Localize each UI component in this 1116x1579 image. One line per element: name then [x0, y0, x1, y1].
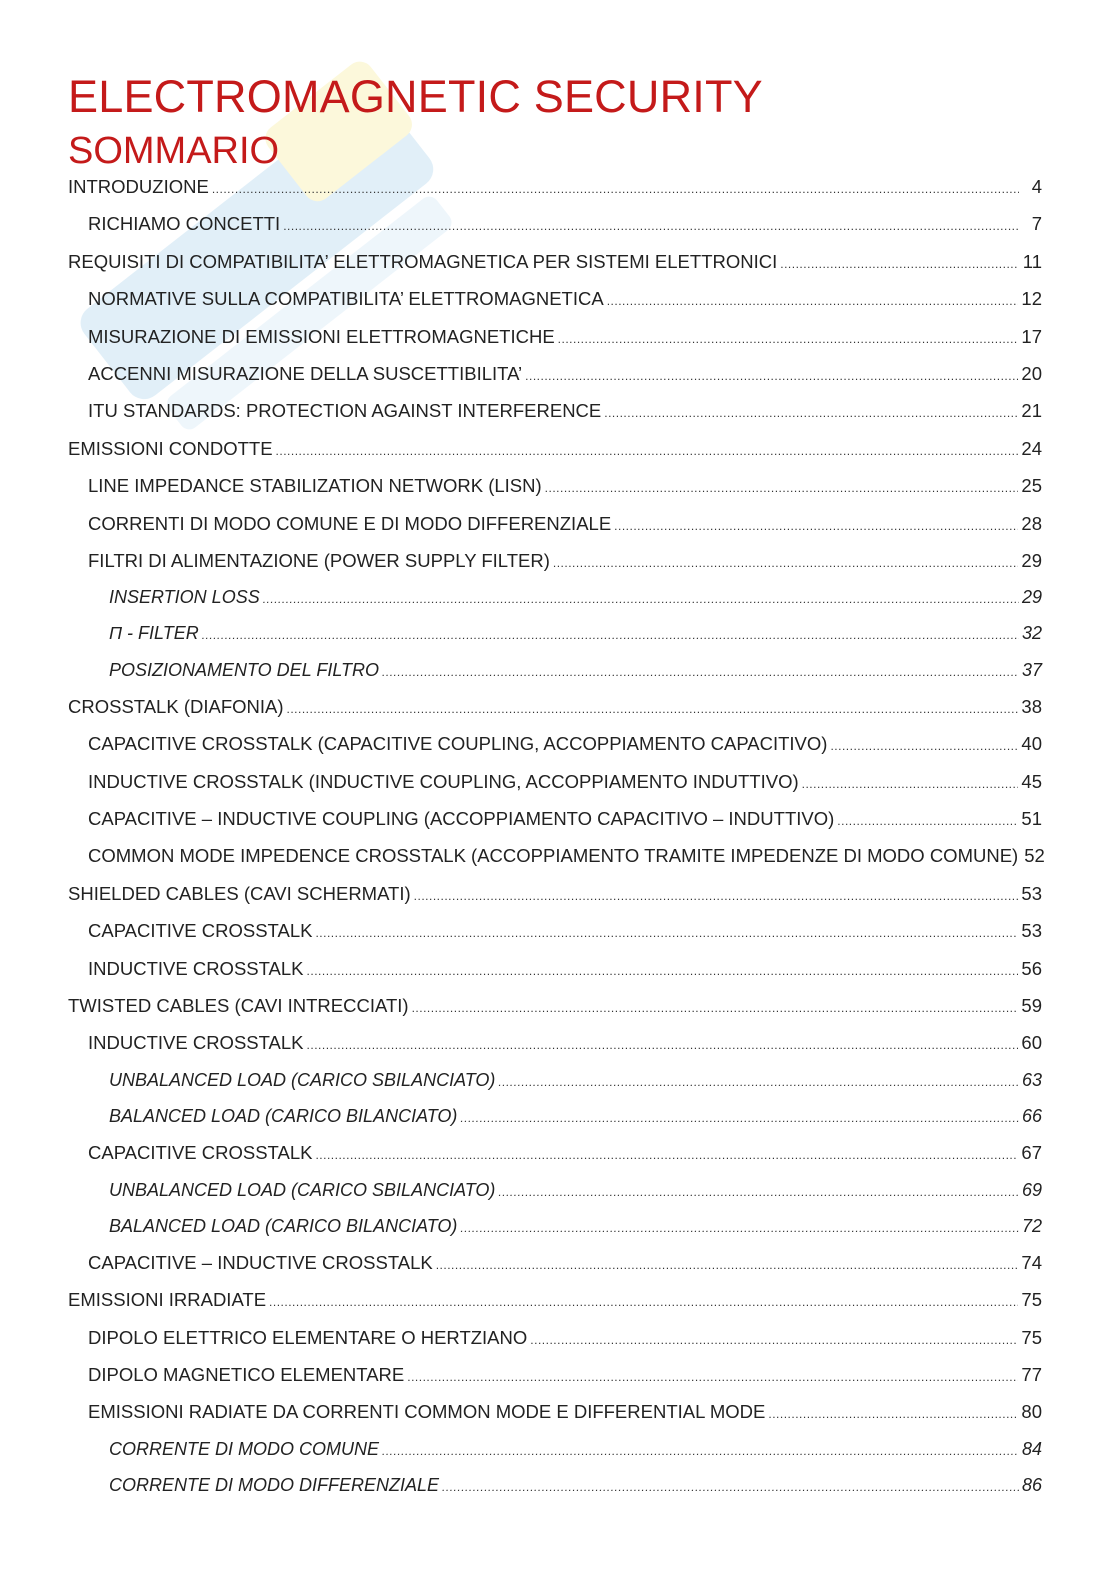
toc-leader-dots	[382, 1444, 1019, 1458]
toc-entry-label: EMISSIONI RADIATE DA CORRENTI COMMON MODE E DIFFERENTIAL MODE	[88, 1401, 766, 1423]
toc-entry[interactable]	[68, 1252, 1042, 1289]
toc-entry-label: CAPACITIVE CROSSTALK	[88, 1142, 313, 1164]
toc-leader-dots	[553, 556, 1019, 570]
toc-leader-dots	[307, 964, 1019, 978]
toc-entry[interactable]	[68, 995, 1042, 1032]
toc-entry-page: 24	[1021, 437, 1042, 459]
toc-entry-label: COMMON MODE IMPEDENCE CROSSTALK (ACCOPPIAMENTO TRAMITE IMPEDENZE DI MODO COMUNE)	[88, 845, 1019, 867]
toc-entry[interactable]	[68, 475, 1042, 512]
toc-entry[interactable]	[68, 1106, 1042, 1142]
toc-entry-page: 84	[1021, 1438, 1042, 1459]
toc-entry-label: INSERTION LOSS	[109, 587, 260, 608]
table-of-contents	[68, 176, 1045, 1511]
toc-leader-dots	[607, 294, 1019, 308]
toc-entry-page: 60	[1021, 1032, 1042, 1054]
toc-leader-dots	[830, 739, 1018, 753]
toc-entry-label: CROSSTALK (DIAFONIA)	[68, 695, 284, 717]
toc-leader-dots	[307, 1038, 1019, 1052]
toc-entry[interactable]	[68, 400, 1042, 437]
toc-entry-label: UNBALANCED LOAD (CARICO SBILANCIATO)	[109, 1069, 496, 1090]
toc-entry[interactable]	[68, 251, 1042, 288]
toc-leader-dots	[525, 369, 1018, 383]
toc-leader-dots	[283, 219, 1019, 233]
toc-entry-label: ITU STANDARDS: PROTECTION AGAINST INTERFERENCE	[88, 400, 602, 422]
toc-entry-page: 56	[1021, 957, 1042, 979]
toc-entry-label: SHIELDED CABLES (CAVI SCHERMATI)	[68, 882, 411, 904]
toc-entry[interactable]	[68, 1401, 1042, 1438]
toc-entry-page: 11	[1022, 250, 1042, 272]
toc-leader-dots	[412, 1001, 1019, 1015]
toc-entry[interactable]	[68, 1475, 1042, 1511]
toc-entry-page: 80	[1021, 1401, 1042, 1423]
document-title: ELECTROMAGNETIC SECURITY	[68, 71, 763, 122]
toc-entry-page: 20	[1021, 362, 1042, 384]
toc-entry[interactable]	[68, 1439, 1042, 1475]
toc-entry-page: 38	[1021, 695, 1042, 717]
toc-entry-label: ACCENNI MISURAZIONE DELLA SUSCETTIBILITA’	[88, 362, 523, 384]
toc-entry-label: NORMATIVE SULLA COMPATIBILITA’ ELETTROMAGNETICA	[88, 288, 604, 310]
toc-leader-dots	[780, 257, 1019, 271]
toc-leader-dots	[604, 406, 1018, 420]
toc-leader-dots	[460, 1221, 1019, 1235]
toc-entry-page: 40	[1021, 733, 1042, 755]
toc-entry[interactable]	[68, 808, 1042, 845]
toc-entry-page: 72	[1021, 1215, 1042, 1236]
toc-entry-page: 21	[1021, 400, 1042, 422]
toc-entry-label: EMISSIONI CONDOTTE	[68, 437, 273, 459]
toc-entry-label: CAPACITIVE – INDUCTIVE CROSSTALK	[88, 1251, 433, 1273]
toc-entry[interactable]	[68, 1032, 1042, 1069]
toc-entry-page: 12	[1021, 288, 1042, 310]
toc-leader-dots	[414, 889, 1019, 903]
toc-leader-dots	[276, 444, 1019, 458]
toc-entry-page: 77	[1021, 1364, 1042, 1386]
toc-entry[interactable]	[68, 1142, 1042, 1179]
toc-leader-dots	[837, 814, 1018, 828]
toc-entry-page: 4	[1031, 176, 1042, 197]
toc-entry[interactable]	[68, 1216, 1042, 1252]
toc-entry[interactable]	[68, 845, 1045, 882]
toc-leader-dots	[315, 1148, 1018, 1162]
toc-entry-page: 7	[1031, 213, 1042, 235]
toc-entry-label: CORRENTE DI MODO COMUNE	[109, 1438, 379, 1459]
toc-leader-dots	[269, 1295, 1018, 1309]
toc-leader-dots	[263, 592, 1019, 606]
toc-entry[interactable]	[68, 363, 1042, 400]
toc-entry[interactable]	[68, 1180, 1042, 1216]
toc-entry-label: POSIZIONAMENTO DEL FILTRO	[109, 659, 380, 680]
toc-entry-page: 66	[1021, 1105, 1042, 1126]
toc-entry-label: INDUCTIVE CROSSTALK	[88, 957, 304, 979]
toc-entry-label: LINE IMPEDANCE STABILIZATION NETWORK (LISN)	[88, 475, 542, 497]
toc-entry[interactable]	[68, 1327, 1042, 1364]
toc-entry[interactable]	[68, 771, 1042, 808]
toc-entry[interactable]	[68, 438, 1042, 475]
toc-entry[interactable]	[68, 176, 1042, 213]
toc-leader-dots	[382, 665, 1019, 679]
toc-entry[interactable]	[68, 883, 1042, 920]
toc-entry-label: Π - FILTER	[109, 623, 199, 644]
toc-leader-dots	[614, 519, 1018, 533]
toc-entry[interactable]	[68, 696, 1042, 733]
toc-leader-dots	[802, 777, 1019, 791]
toc-entry-label: DIPOLO ELETTRICO ELEMENTARE O HERTZIANO	[88, 1326, 528, 1348]
toc-entry-page: 29	[1021, 587, 1042, 608]
toc-entry-page: 53	[1021, 920, 1042, 942]
toc-entry-label: MISURAZIONE DI EMISSIONI ELETTROMAGNETICHE	[88, 325, 555, 347]
toc-entry-label: RICHIAMO CONCETTI	[88, 213, 281, 235]
document-page	[68, 70, 1045, 1511]
toc-entry-label: FILTRI DI ALIMENTAZIONE (POWER SUPPLY FILTER)	[88, 549, 550, 571]
toc-entry-label: INDUCTIVE CROSSTALK	[88, 1032, 304, 1054]
toc-leader-dots	[498, 1185, 1019, 1199]
toc-entry-label: DIPOLO MAGNETICO ELEMENTARE	[88, 1364, 405, 1386]
toc-entry-page: 29	[1021, 549, 1042, 571]
toc-entry[interactable]	[68, 326, 1042, 363]
toc-entry[interactable]	[68, 623, 1042, 659]
toc-entry[interactable]	[68, 1364, 1042, 1401]
toc-entry-label: INTRODUZIONE	[68, 176, 209, 197]
toc-entry-page: 74	[1021, 1251, 1042, 1273]
toc-leader-dots	[558, 332, 1019, 346]
toc-entry-page: 69	[1021, 1179, 1042, 1200]
toc-leader-dots	[315, 926, 1018, 940]
toc-leader-dots	[287, 702, 1019, 716]
toc-entry-page: 53	[1021, 882, 1042, 904]
toc-entry-label: TWISTED CABLES (CAVI INTRECCIATI)	[68, 994, 409, 1016]
toc-entry-page: 51	[1021, 808, 1042, 830]
toc-entry-label: EMISSIONI IRRADIATE	[68, 1289, 267, 1311]
toc-entry-page: 63	[1021, 1069, 1042, 1090]
toc-heading: SOMMARIO	[68, 130, 280, 172]
toc-entry-label: INDUCTIVE CROSSTALK (INDUCTIVE COUPLING, ACCOPPIAMENTO INDUTTIVO)	[88, 770, 799, 792]
toc-entry-page: 75	[1021, 1326, 1042, 1348]
toc-entry-label: CAPACITIVE – INDUCTIVE COUPLING (ACCOPPIAMENTO CAPACITIVO – INDUTTIVO)	[88, 808, 835, 830]
toc-entry[interactable]	[68, 587, 1042, 623]
toc-entry-page: 59	[1021, 994, 1042, 1016]
toc-entry-page: 75	[1021, 1289, 1042, 1311]
toc-leader-dots	[545, 481, 1019, 495]
toc-entry-label: REQUISITI DI COMPATIBILITA’ ELETTROMAGNETICA PER SISTEMI ELETTRONICI	[68, 250, 778, 272]
toc-entry-label: UNBALANCED LOAD (CARICO SBILANCIATO)	[109, 1179, 496, 1200]
toc-entry[interactable]	[68, 920, 1042, 957]
toc-entry-page: 45	[1021, 770, 1042, 792]
toc-entry-page: 17	[1021, 325, 1042, 347]
toc-entry-label: CORRENTI DI MODO COMUNE E DI MODO DIFFERENZIALE	[88, 512, 612, 534]
toc-leader-dots	[202, 628, 1019, 642]
toc-entry[interactable]	[68, 733, 1042, 770]
toc-entry[interactable]	[68, 1289, 1042, 1326]
toc-leader-dots	[407, 1370, 1018, 1384]
toc-leader-dots	[460, 1111, 1019, 1125]
toc-leader-dots	[442, 1480, 1019, 1494]
toc-entry[interactable]	[68, 958, 1042, 995]
toc-entry[interactable]	[68, 660, 1042, 696]
toc-entry[interactable]	[68, 1070, 1042, 1106]
toc-leader-dots	[436, 1258, 1019, 1272]
toc-entry[interactable]	[68, 513, 1042, 550]
toc-leader-dots	[768, 1407, 1018, 1421]
toc-entry-page: 32	[1021, 623, 1042, 644]
toc-entry-page: 52	[1024, 845, 1045, 867]
toc-leader-dots	[498, 1075, 1019, 1089]
toc-entry-label: CAPACITIVE CROSSTALK	[88, 920, 313, 942]
toc-entry-page: 67	[1021, 1142, 1042, 1164]
toc-entry-label: BALANCED LOAD (CARICO BILANCIATO)	[109, 1215, 458, 1236]
toc-entry-page: 37	[1021, 659, 1042, 680]
toc-entry-label: BALANCED LOAD (CARICO BILANCIATO)	[109, 1105, 458, 1126]
toc-entry-page: 86	[1021, 1475, 1042, 1496]
toc-leader-dots	[212, 182, 1019, 196]
toc-entry-label: CORRENTE DI MODO DIFFERENZIALE	[109, 1475, 440, 1496]
toc-entry-page: 28	[1021, 512, 1042, 534]
toc-entry-page: 25	[1021, 475, 1042, 497]
toc-entry[interactable]	[68, 550, 1042, 587]
toc-entry-label: CAPACITIVE CROSSTALK (CAPACITIVE COUPLING, ACCOPPIAMENTO CAPACITIVO)	[88, 733, 828, 755]
toc-entry[interactable]	[68, 213, 1042, 250]
toc-leader-dots	[530, 1333, 1018, 1347]
toc-entry[interactable]	[68, 288, 1042, 325]
